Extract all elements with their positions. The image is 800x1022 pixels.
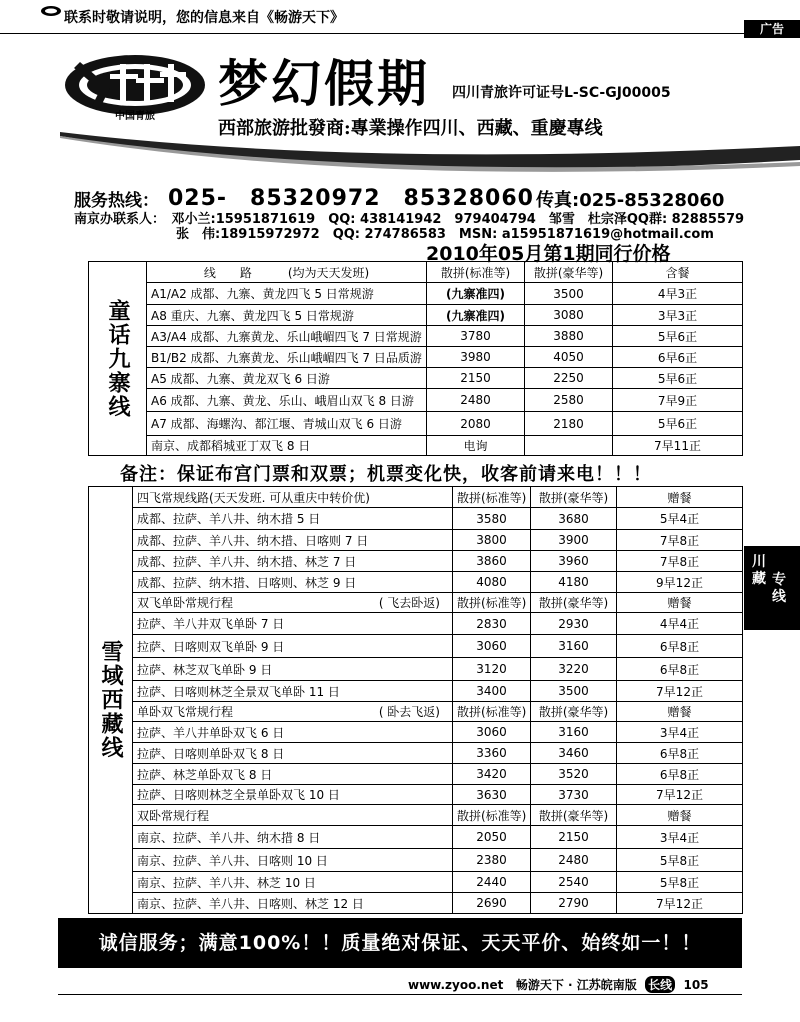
route-cell: 南京、拉萨、羊八井、日喀则、林芝 12 日	[133, 893, 453, 914]
section-note: ( 卧去飞返)	[378, 705, 440, 719]
route-cell: 拉萨、羊八井单卧双飞 6 日	[133, 722, 453, 743]
price-cell: 3680	[531, 508, 617, 530]
table-header-cell: 散拼(豪华等)	[531, 593, 617, 613]
table-header-cell: 赠餐	[617, 805, 743, 826]
price-cell: 2540	[531, 872, 617, 893]
route-cell: 南京、拉萨、羊八井、纳木措 8 日	[133, 826, 453, 849]
price-cell: 2690	[453, 893, 531, 914]
price-cell: 3630	[453, 785, 531, 805]
table-header-cell: 赠餐	[617, 702, 743, 722]
price-cell: 2930	[531, 613, 617, 635]
table-row	[89, 849, 743, 872]
table-header-cell: 散拼(标准等)	[427, 262, 525, 283]
price-cell: 4180	[531, 572, 617, 593]
route-cell: 成都、拉萨、羊八井、纳木措、日喀则 7 日	[133, 530, 453, 551]
price-cell: 5早4正	[617, 508, 743, 530]
price-cell: 3880	[525, 326, 613, 347]
price-cell: (九寨准四)	[427, 305, 525, 326]
hotline-numbers: 025- 85320972 85328060	[168, 186, 534, 211]
price-cell: 6早6正	[613, 347, 743, 368]
bottom-banner: 诚信服务；满意100%！！质量绝对保证、天天平价、始终如一！！	[58, 918, 742, 968]
table-row	[89, 722, 743, 743]
remark-note: 备注：保证布宫门票和双票；机票变化快，收客前请来电！！！	[120, 464, 652, 485]
table-row	[89, 283, 743, 305]
table-header-cell: 散拼(标准等)	[453, 487, 531, 508]
price-cell: 5早8正	[617, 872, 743, 893]
contacts-line-1: 南京办联系人： 邓小兰:15951871619 QQ: 438141942 979404794 邹雪 杜宗泽QQ群: 82885579	[74, 212, 745, 227]
price-cell: 3080	[525, 305, 613, 326]
price-cell: 7早8正	[617, 551, 743, 572]
table-header-cell: 散拼(标准等)	[453, 593, 531, 613]
slogan: 西部旅游批發商:專業操作四川、西藏、重慶專线	[218, 118, 603, 139]
table-row	[89, 658, 743, 681]
price-cell	[525, 436, 613, 456]
table-header-cell: 赠餐	[617, 487, 743, 508]
section-title: 四飞常规线路(天天发班. 可从重庆中转价优)	[137, 490, 370, 505]
table-header-cell: 线 路 (均为天天发班)	[147, 262, 427, 283]
route-cell: 拉萨、日喀则单卧双飞 8 日	[133, 743, 453, 764]
footer-site: www.zyoo.net	[408, 978, 504, 992]
route-side-tab	[744, 546, 800, 630]
table-row	[89, 613, 743, 635]
price-cell: 5早6正	[613, 368, 743, 389]
price-cell: 4080	[453, 572, 531, 593]
route-cell: 南京、拉萨、羊八井、林芝 10 日	[133, 872, 453, 893]
price-cell: 6早8正	[617, 658, 743, 681]
section-title: 双卧常规行程	[137, 808, 210, 823]
price-cell: 7早12正	[617, 785, 743, 805]
section-header-row	[89, 805, 743, 826]
price-cell: 3早4正	[617, 722, 743, 743]
ad-badge: 广告	[744, 20, 800, 38]
price-cell: 3早3正	[613, 305, 743, 326]
route-cell: A7 成都、海螺沟、都江堰、青城山双飞 6 日游	[147, 412, 427, 436]
section-title-cell	[133, 702, 453, 722]
price-cell: 3900	[531, 530, 617, 551]
hotline-label: 服务热线：	[74, 191, 159, 211]
price-cell: 2830	[453, 613, 531, 635]
price-cell: 2790	[531, 893, 617, 914]
table-row	[89, 347, 743, 368]
price-cell: 3730	[531, 785, 617, 805]
table-row	[89, 508, 743, 530]
table-row	[89, 436, 743, 456]
footer-tag: 长线	[645, 976, 675, 993]
route-cell: 成都、拉萨、羊八井、纳木措、林芝 7 日	[133, 551, 453, 572]
price-cell: 4050	[525, 347, 613, 368]
license-number: 四川青旅许可证号L-SC-GJ00005	[452, 85, 671, 101]
price-cell: 4早4正	[617, 613, 743, 635]
price-cell: 2480	[427, 389, 525, 412]
route-cell: 成都、拉萨、羊八井、纳木措 5 日	[133, 508, 453, 530]
route-cell: 拉萨、羊八井双飞单卧 7 日	[133, 613, 453, 635]
price-cell: 3980	[427, 347, 525, 368]
price-cell: (九寨准四)	[427, 283, 525, 305]
section-title-cell	[133, 593, 453, 613]
table-header-cell: 赠餐	[617, 593, 743, 613]
table-row	[89, 572, 743, 593]
fax-number: 传真:025-85328060	[536, 190, 725, 211]
table-row	[89, 743, 743, 764]
section-header-row	[89, 593, 743, 613]
jiuzhai-price-table	[88, 261, 743, 456]
table-row	[89, 872, 743, 893]
price-cell: 3500	[531, 681, 617, 702]
table-row	[89, 326, 743, 347]
table-row	[89, 412, 743, 436]
price-cell: 7早12正	[617, 893, 743, 914]
route-cell: 南京、拉萨、羊八井、日喀则 10 日	[133, 849, 453, 872]
table-header-cell: 散拼(豪华等)	[531, 702, 617, 722]
table-row	[89, 681, 743, 702]
price-cell: 3早4正	[617, 826, 743, 849]
table-header-cell: 散拼(标准等)	[453, 702, 531, 722]
price-cell: 3120	[453, 658, 531, 681]
price-cell: 2180	[525, 412, 613, 436]
price-cell: 7早11正	[613, 436, 743, 456]
price-cell: 3060	[453, 635, 531, 658]
price-cell: 2440	[453, 872, 531, 893]
price-cell: 2480	[531, 849, 617, 872]
footer-rule	[58, 994, 742, 995]
footer	[408, 976, 709, 993]
table-row	[89, 305, 743, 326]
route-cell: 成都、拉萨、纳木措、日喀则、林芝 9 日	[133, 572, 453, 593]
section-title-cell	[133, 805, 453, 826]
side-tab-text-1: 川藏	[752, 554, 766, 587]
price-cell: 4早3正	[613, 283, 743, 305]
section-header-row	[89, 487, 743, 508]
price-cell: 9早12正	[617, 572, 743, 593]
table-side-label: 雪域西藏线	[89, 487, 133, 914]
price-cell: 电询	[427, 436, 525, 456]
route-cell: 拉萨、日喀则林芝全景单卧双飞 10 日	[133, 785, 453, 805]
route-cell: A5 成都、九寨、黄龙双飞 6 日游	[147, 368, 427, 389]
table-header-cell: 散拼(豪华等)	[531, 487, 617, 508]
route-cell: A1/A2 成都、九寨、黄龙四飞 5 日常规游	[147, 283, 427, 305]
price-cell: 7早8正	[617, 530, 743, 551]
price-cell: 3420	[453, 764, 531, 785]
section-title-cell	[133, 487, 453, 508]
price-cell: 3780	[427, 326, 525, 347]
price-cell: 5早6正	[613, 326, 743, 347]
price-cell: 2050	[453, 826, 531, 849]
table-row	[89, 368, 743, 389]
price-cell: 5早8正	[617, 849, 743, 872]
table-row	[89, 389, 743, 412]
table-side-label: 童话九寨线	[89, 262, 147, 456]
cyts-logo	[60, 48, 210, 122]
route-cell: A6 成都、九寨、黄龙、乐山、峨眉山双飞 8 日游	[147, 389, 427, 412]
table-header-cell: 散拼(豪华等)	[525, 262, 613, 283]
price-cell: 3800	[453, 530, 531, 551]
price-cell: 3460	[531, 743, 617, 764]
table-row	[89, 764, 743, 785]
price-cell: 7早9正	[613, 389, 743, 412]
price-cell: 2080	[427, 412, 525, 436]
price-cell: 3160	[531, 722, 617, 743]
side-tab-text-2: 专线	[772, 572, 786, 605]
price-cell: 5早6正	[613, 412, 743, 436]
section-note: ( 飞去卧返)	[378, 596, 440, 610]
price-cell: 3960	[531, 551, 617, 572]
small-logo-icon	[40, 4, 62, 18]
section-title: 双飞单卧常规行程	[137, 596, 234, 610]
route-cell: A3/A4 成都、九寨黄龙、乐山峨嵋四飞 7 日常规游	[147, 326, 427, 347]
table-header-cell: 含餐	[613, 262, 743, 283]
price-cell: 3220	[531, 658, 617, 681]
route-cell: 拉萨、林芝双飞单卧 9 日	[133, 658, 453, 681]
price-cell: 3400	[453, 681, 531, 702]
contacts-line-2: 张 伟:18915972972 QQ: 274786583 MSN: a15951871619@hotmail.com	[176, 227, 714, 242]
header-swoosh	[60, 128, 800, 180]
price-cell: 3160	[531, 635, 617, 658]
section-title: 单卧双飞常规行程	[137, 705, 234, 719]
price-cell: 3860	[453, 551, 531, 572]
table-header-cell: 散拼(豪华等)	[531, 805, 617, 826]
issue-title: 2010年05月第1期同行价格	[426, 243, 671, 265]
table-row	[89, 530, 743, 551]
table-row	[89, 893, 743, 914]
price-cell: 7早12正	[617, 681, 743, 702]
price-cell: 2580	[525, 389, 613, 412]
price-cell: 2150	[427, 368, 525, 389]
price-cell: 6早8正	[617, 743, 743, 764]
route-cell: B1/B2 成都、九寨黄龙、乐山峨嵋四飞 7 日品质游	[147, 347, 427, 368]
top-note: 联系时敬请说明，您的信息来自《畅游天下》	[64, 10, 344, 26]
table-row	[89, 635, 743, 658]
price-cell: 6早8正	[617, 764, 743, 785]
price-cell: 2380	[453, 849, 531, 872]
price-cell: 3580	[453, 508, 531, 530]
price-cell: 2150	[531, 826, 617, 849]
price-cell: 6早8正	[617, 635, 743, 658]
price-cell: 3060	[453, 722, 531, 743]
route-cell: 拉萨、林芝单卧双飞 8 日	[133, 764, 453, 785]
price-cell: 3520	[531, 764, 617, 785]
price-cell: 3500	[525, 283, 613, 305]
route-cell: 拉萨、日喀则林芝全景双飞单卧 11 日	[133, 681, 453, 702]
section-header-row	[89, 702, 743, 722]
footer-publication: 畅游天下 · 江苏皖南版	[515, 978, 637, 992]
page-number: 105	[683, 978, 709, 992]
route-cell: 南京、成都稻城亚丁双飞 8 日	[147, 436, 427, 456]
table-row	[89, 551, 743, 572]
brand-title: 梦幻假期	[218, 55, 430, 113]
price-cell: 2250	[525, 368, 613, 389]
table-header-cell: 散拼(标准等)	[453, 805, 531, 826]
svg-text:中国青旅: 中国青旅	[115, 111, 155, 122]
route-cell: 拉萨、日喀则双飞单卧 9 日	[133, 635, 453, 658]
table-row	[89, 826, 743, 849]
price-cell: 3360	[453, 743, 531, 764]
route-cell: A8 重庆、九寨、黄龙四飞 5 日常规游	[147, 305, 427, 326]
tibet-price-table	[88, 486, 743, 914]
table-row	[89, 785, 743, 805]
